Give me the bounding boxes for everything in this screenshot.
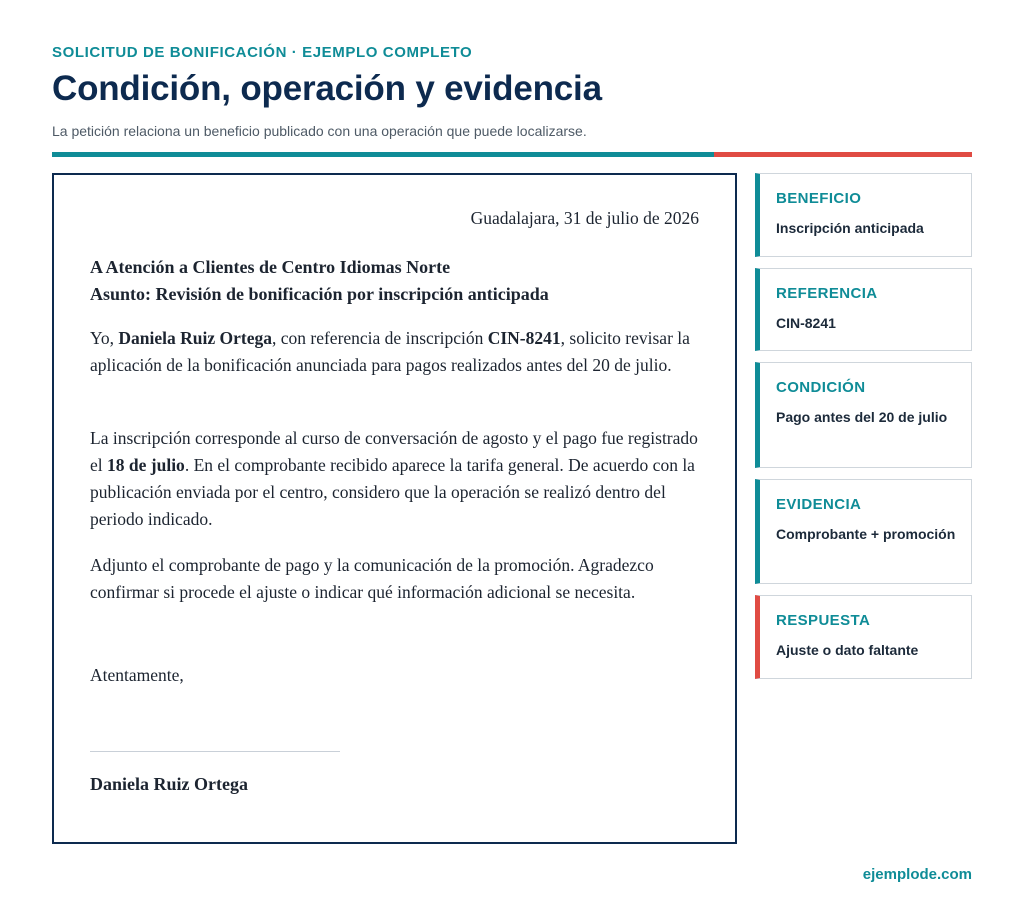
p2-pre: La inscripción corresponde al curso de conversación de agosto y el pago fue registrado el [90,428,698,475]
card-value: Comprobante + promoción [776,526,956,542]
letter-paragraph-1 [90,325,705,379]
p1-ref: CIN-8241 [487,328,561,348]
card-beneficio [755,173,972,257]
rule-teal-segment [52,152,714,157]
p2-post: . En el comprobante recibido aparece la tarifa general. De acuerdo con la publicación enviada por el centro, considero que la operación se realizó dentro del periodo indicado. [90,455,695,529]
letter-paragraph-2 [90,425,705,533]
card-respuesta [755,595,972,679]
card-value: Ajuste o dato faltante [776,642,919,658]
page-subtitle: La petición relaciona un beneficio publicado con una operación que puede localizarse. [52,123,587,139]
letter-heading [90,254,549,308]
letter-subject: Asunto: Revisión de bonificación por inscripción anticipada [90,284,549,304]
page-title: Condición, operación y evidencia [52,69,602,108]
signature-name: Daniela Ruiz Ortega [90,774,248,794]
card-value: Inscripción anticipada [776,220,924,236]
letter-paragraph-3: Adjunto el comprobante de pago y la comunicación de la promoción. Agradezco confirmar si procede el ajuste o indicar qué información adicional se necesita. [90,555,654,602]
letter-recipient: A Atención a Clientes de Centro Idiomas Norte [90,257,451,277]
card-label: REFERENCIA [776,285,878,302]
card-label: EVIDENCIA [776,496,862,513]
card-label: BENEFICIO [776,190,862,207]
letter-date: Guadalajara, 31 de julio de 2026 [470,208,699,228]
letter-closing: Atentamente, [90,665,184,685]
p1-mid: , con referencia de inscripción [271,328,488,348]
card-evidencia [755,479,972,584]
rule-red-segment [714,152,972,157]
footer-link[interactable]: ejemplode.com [862,866,972,883]
p1-name: Daniela Ruiz Ortega [118,328,272,348]
p2-date: 18 de julio [107,455,185,475]
eyebrow: SOLICITUD DE BONIFICACIÓN · EJEMPLO COMPLETO [52,44,473,61]
card-label: RESPUESTA [776,612,871,629]
card-condicion [755,362,972,468]
letter [52,173,737,844]
signature-line [90,751,340,752]
card-referencia [755,268,972,351]
header-rule [52,152,972,157]
p1-pre: Yo, [90,328,119,348]
card-value: Pago antes del 20 de julio [776,409,948,425]
card-value: CIN-8241 [776,315,836,331]
card-label: CONDICIÓN [776,379,866,396]
page-header [52,44,972,139]
p1-post: , solicito revisar la aplicación de la bonificación anunciada para pagos realizados antes del 20 de julio. [90,328,690,375]
